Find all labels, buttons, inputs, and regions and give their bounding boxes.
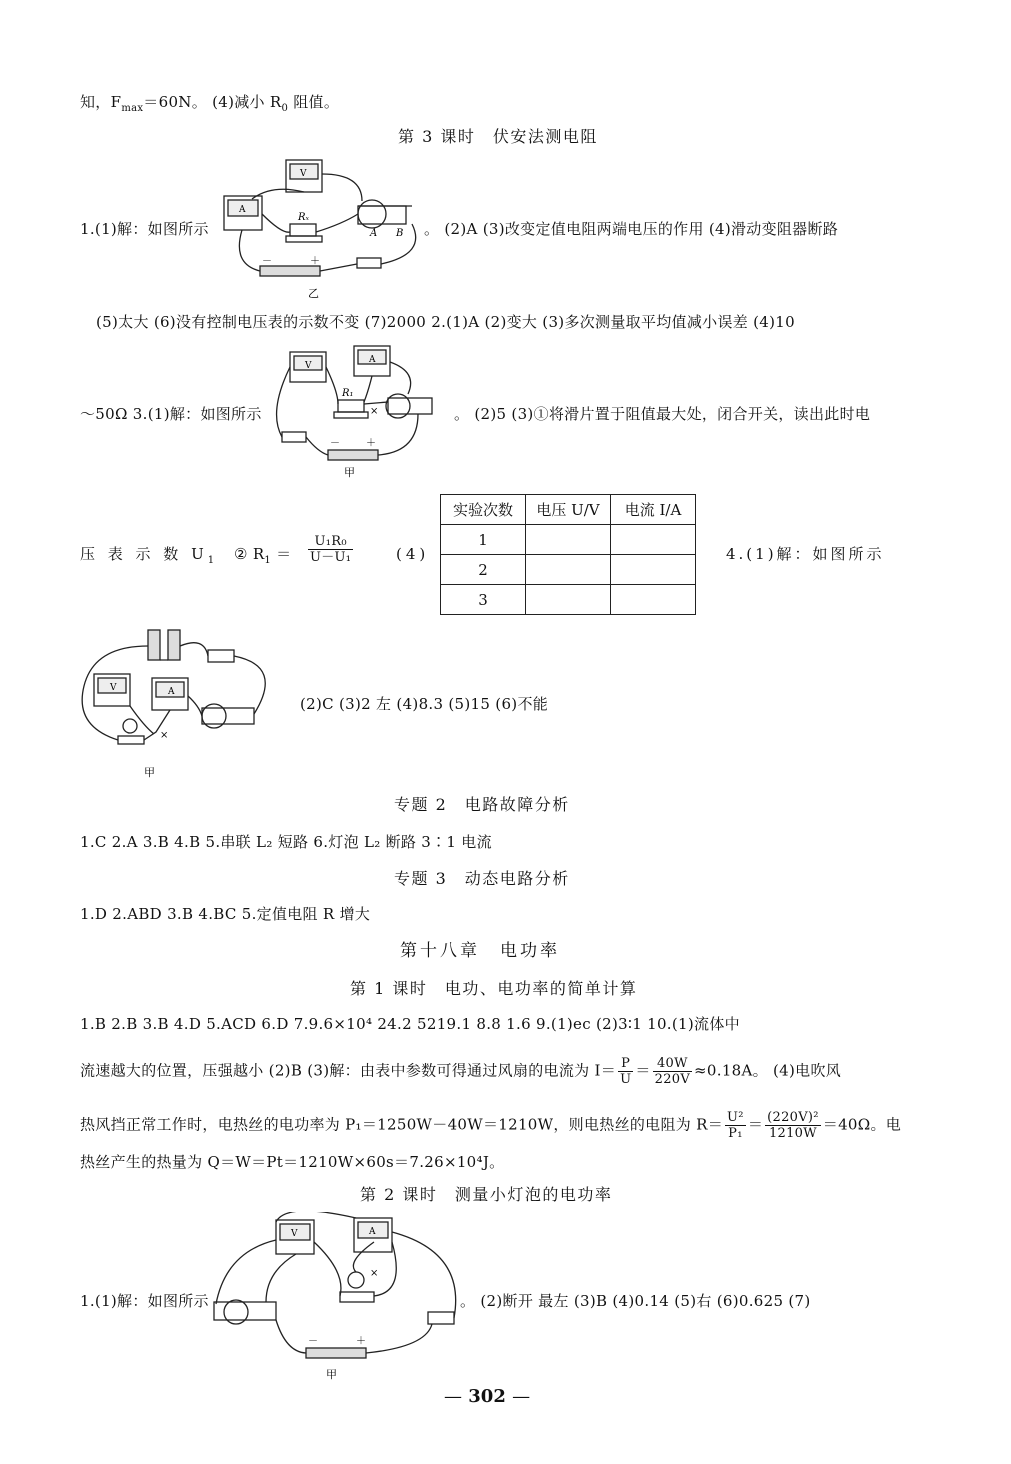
answer-line: 1.(1)解：如图所示 [80, 1292, 209, 1310]
answer-line: ～50Ω 3.(1)解：如图所示 [80, 405, 262, 423]
table-row [441, 555, 696, 585]
table-header: 实验次数 [441, 495, 526, 525]
answer-line: 知，$F_{max}=60N$。 (4)减小 $R_0$ 阻值。 [80, 93, 340, 114]
svg-text:A: A [369, 1227, 376, 1237]
answer-line: (5)太大 (6)没有控制电压表的示数不变 (7)2000 2.(1)A (2)变大 (3)多次测量取平均值减小误差 (4)10 [96, 313, 795, 331]
answer-line: 1.D 2.ABD 3.B 4.BC 5.定值电阻 R 增大 [80, 905, 371, 923]
svg-text:×: × [370, 1268, 379, 1279]
table-header: 电压 U/V [526, 495, 611, 525]
table-cell [526, 555, 611, 585]
circuit-figure [212, 154, 432, 299]
circuit-figure [74, 626, 284, 786]
answer-line: 4.(1)解：如图所示 [726, 545, 885, 563]
section-heading: 第 3 课时 伏安法测电阻 [398, 127, 598, 146]
circuit-figure [206, 1212, 466, 1384]
table-cell [611, 525, 696, 555]
answer-line: ② $R_1$ ＝ [234, 545, 292, 566]
answer-line: 热丝产生的热量为 Q＝W＝Pt＝1210W×60s＝7.26×10⁴J。 [80, 1153, 505, 1171]
svg-text:－: － [262, 256, 272, 267]
section-heading: 第 1 课时 电功、电功率的简单计算 [350, 979, 638, 998]
circuit-figure [268, 342, 453, 482]
formula: $\frac{\text{U₁R₀}}{\text{U－U₁}}$ [310, 534, 352, 565]
svg-text:－: － [308, 1336, 318, 1347]
answer-line: 。 (2)断开 最左 (3)B (4)0.14 (5)右 (6)0.625 (7) [460, 1292, 811, 1310]
table-cell [611, 555, 696, 585]
svg-text:R₁: R₁ [342, 388, 354, 399]
section-heading: 专题 2 电路故障分析 [394, 795, 570, 814]
svg-text:×: × [160, 730, 169, 741]
svg-text:甲: 甲 [344, 466, 355, 479]
chapter-heading: 第十八章 电功率 [400, 941, 560, 961]
svg-text:A: A [370, 228, 378, 239]
svg-text:Rₓ: Rₓ [298, 212, 310, 223]
table-cell [526, 585, 611, 615]
answer-line: (2)C (3)2 左 (4)8.3 (5)15 (6)不能 [300, 695, 549, 713]
answer-line: 1.B 2.B 3.B 4.D 5.ACD 6.D 7.9.6×10⁴ 24.2 5219.1 8.8 1.6 9.(1)ec (2)3∶1 10.(1)流体中 [80, 1015, 740, 1033]
answer-line: 热风挡正常工作时，电热丝的电功率为 P₁＝1250W－40W＝1210W，则电热丝的电阻为 R＝ $\frac{\text{U²}}{\text{P₁}}$ ＝ $\frac{\text{(220V)²}}{1210W}$ ＝40Ω。电 [80, 1110, 902, 1141]
svg-text:V: V [291, 1229, 298, 1239]
page-number: — 302 — [444, 1386, 531, 1407]
svg-text:－: － [330, 438, 340, 449]
svg-text:A: A [239, 205, 246, 215]
table-header: 电流 I/A [611, 495, 696, 525]
section-heading: 第 2 课时 测量小灯泡的电功率 [360, 1185, 613, 1204]
table-cell: 2 [441, 555, 526, 585]
svg-text:V: V [305, 361, 312, 371]
answer-line: (4) [396, 545, 430, 563]
svg-text:A: A [168, 687, 175, 697]
table-row [441, 585, 696, 615]
svg-text:×: × [370, 406, 379, 417]
svg-text:＋: ＋ [366, 438, 376, 449]
svg-text:＋: ＋ [356, 1336, 366, 1347]
table-cell: 3 [441, 585, 526, 615]
svg-text:甲: 甲 [326, 1368, 337, 1381]
answer-line: 1.C 2.A 3.B 4.B 5.串联 L₂ 短路 6.灯泡 L₂ 断路 3∶1 电流 [80, 833, 492, 851]
answer-line: 。 (2)A (3)改变定值电阻两端电压的作用 (4)滑动变阻器断路 [424, 220, 839, 238]
data-table [440, 494, 696, 615]
svg-text:甲: 甲 [144, 766, 155, 779]
table-row [441, 495, 696, 525]
answer-line: 。 (2)5 (3)①将滑片置于阻值最大处，闭合开关，读出此时电 [454, 405, 871, 423]
svg-text:V: V [300, 169, 307, 179]
table-row [441, 525, 696, 555]
table-cell [611, 585, 696, 615]
svg-text:乙: 乙 [308, 287, 319, 299]
answer-line: 压 表 示 数 $U_1$ [80, 545, 219, 566]
answer-line: 1.(1)解：如图所示 [80, 220, 209, 238]
section-heading: 专题 3 动态电路分析 [394, 869, 570, 888]
answer-line: 流速越大的位置，压强越小 (2)B (3)解：由表中参数可得通过风扇的电流为 I＝ $\frac{P}{U}$ ＝ $\frac{40W}{220V}$ ≈0.18A。 (4)电吹风 [80, 1056, 842, 1087]
table-cell [526, 525, 611, 555]
svg-text:V: V [110, 683, 117, 693]
table-cell: 1 [441, 525, 526, 555]
svg-text:A: A [369, 355, 376, 365]
svg-text:＋: ＋ [310, 256, 320, 267]
svg-text:B: B [396, 228, 404, 239]
